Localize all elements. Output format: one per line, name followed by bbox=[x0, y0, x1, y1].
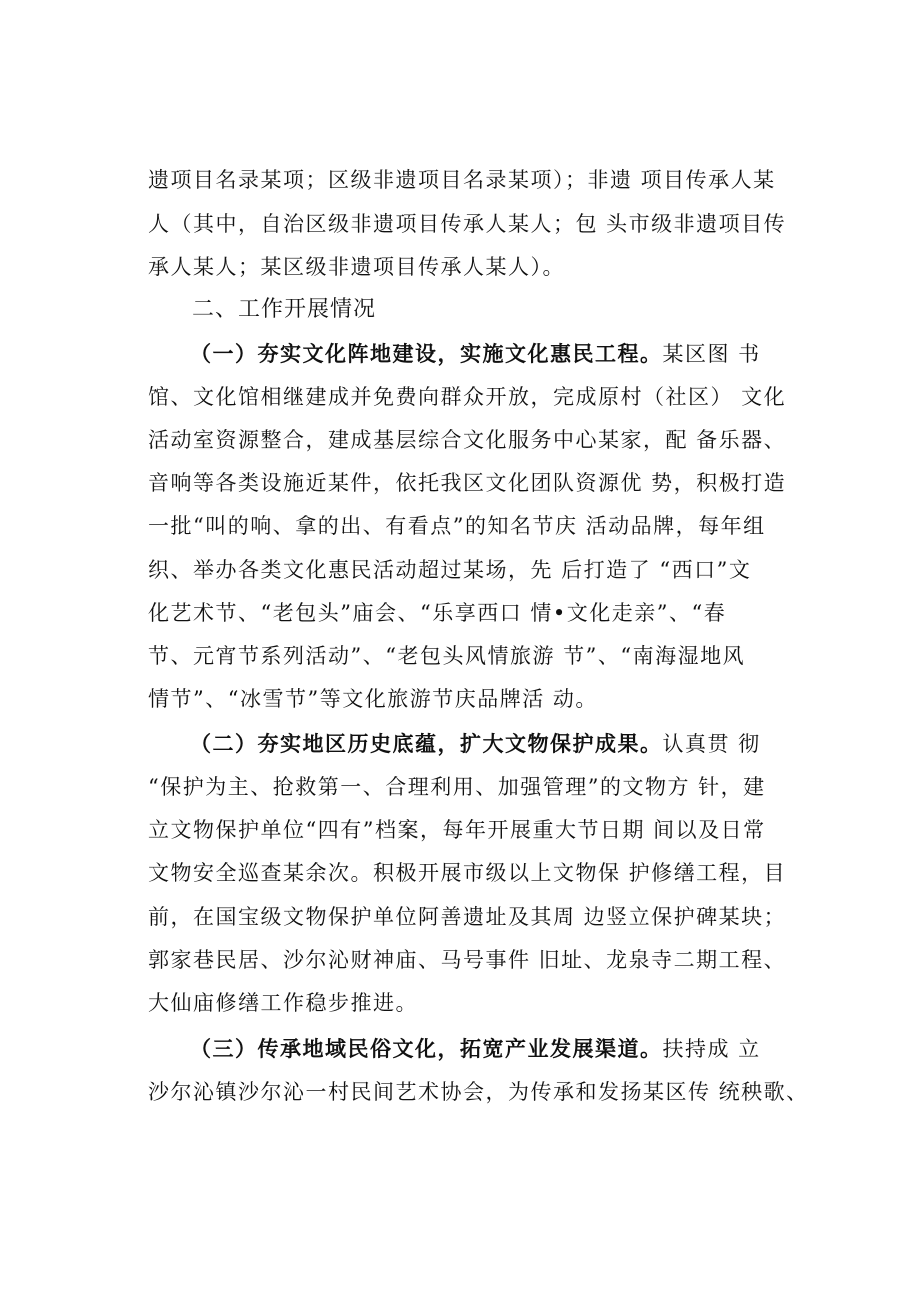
paragraph-3-first-line bbox=[190, 1035, 830, 1063]
paragraph-3-text: 扶持成 立 bbox=[662, 1037, 761, 1061]
body-text-line: 前，在国宝级文物保护单位阿善遗址及其周 边竖立保护碑某块； bbox=[148, 905, 787, 929]
paragraph-1-first-line bbox=[190, 340, 830, 368]
body-text-line: 活动室资源整合，建成基层综合文化服务中心某家，配 备乐器、 bbox=[148, 428, 787, 452]
body-text-line: 织、举办各类文化惠民活动超过某场，先 后打造了 “西口”文 bbox=[148, 558, 752, 582]
paragraph-1-text: 某区图 书 bbox=[662, 342, 761, 366]
body-text-line: 馆、文化馆相继建成并免费向群众开放，完成原村（社区） 文化 bbox=[148, 385, 787, 409]
body-text-line: 化艺术节、“老包头”庙会、“乐享西口 情•文化走亲”、“春 bbox=[148, 601, 727, 625]
body-text-line: 节、元宵节系列活动”、“老包头风情旅游 节”、“南海湿地风 bbox=[148, 644, 746, 668]
body-text-line: 文物安全巡查某余次。积极开展市级以上文物保 护修缮工程，目 bbox=[148, 861, 787, 885]
body-text-line: 大仙庙修缮工作稳步推进。 bbox=[148, 991, 418, 1015]
body-text-line: 郭家巷民居、沙尔沁财神庙、马号事件 旧址、龙泉寺二期工程、 bbox=[148, 948, 787, 972]
body-text-line: 遗项目名录某项；区级非遗项目名录某项）；非遗 项目传承人某 bbox=[148, 168, 776, 192]
paragraph-2-first-line bbox=[190, 730, 830, 758]
body-text-line: 情节”、“冰雪节”等文化旅游节庆品牌活 动。 bbox=[148, 687, 598, 711]
body-text-line: 一批“叫的响、拿的出、有看点”的知名节庆 活动品牌，每年组 bbox=[148, 514, 766, 538]
paragraph-1-title: （一）夯实文化阵地建设，实施文化惠民工程。 bbox=[190, 341, 663, 366]
paragraph-2-text: 认真贯 彻 bbox=[662, 732, 761, 756]
paragraph-2-title: （二）夯实地区历史底蕴，扩大文物保护成果。 bbox=[190, 731, 663, 756]
section-heading: 二、工作开展情况 bbox=[192, 297, 377, 322]
body-text-line: 音响等各类设施近某件，依托我区文化团队资源优 势，积极打造 bbox=[148, 471, 787, 495]
body-text-line: 人（其中，自治区级非遗项目传承人某人；包 头市级非遗项目传 bbox=[148, 212, 787, 236]
body-text-line: 立文物保护单位“四有”档案，每年开展重大节日期 间以及日常 bbox=[148, 818, 766, 842]
paragraph-3-title: （三）传承地域民俗文化，拓宽产业发展渠道。 bbox=[190, 1036, 663, 1061]
body-text-line: 沙尔沁镇沙尔沁一村民间艺术协会，为传承和发扬某区传 统秧歌、 bbox=[148, 1080, 809, 1104]
body-text-line: “保护为主、抢救第一、合理利用、加强管理”的文物方 针，建 bbox=[148, 775, 766, 799]
body-text-line: 承人某人；某区级非遗项目传承人某人）。 bbox=[148, 255, 565, 279]
